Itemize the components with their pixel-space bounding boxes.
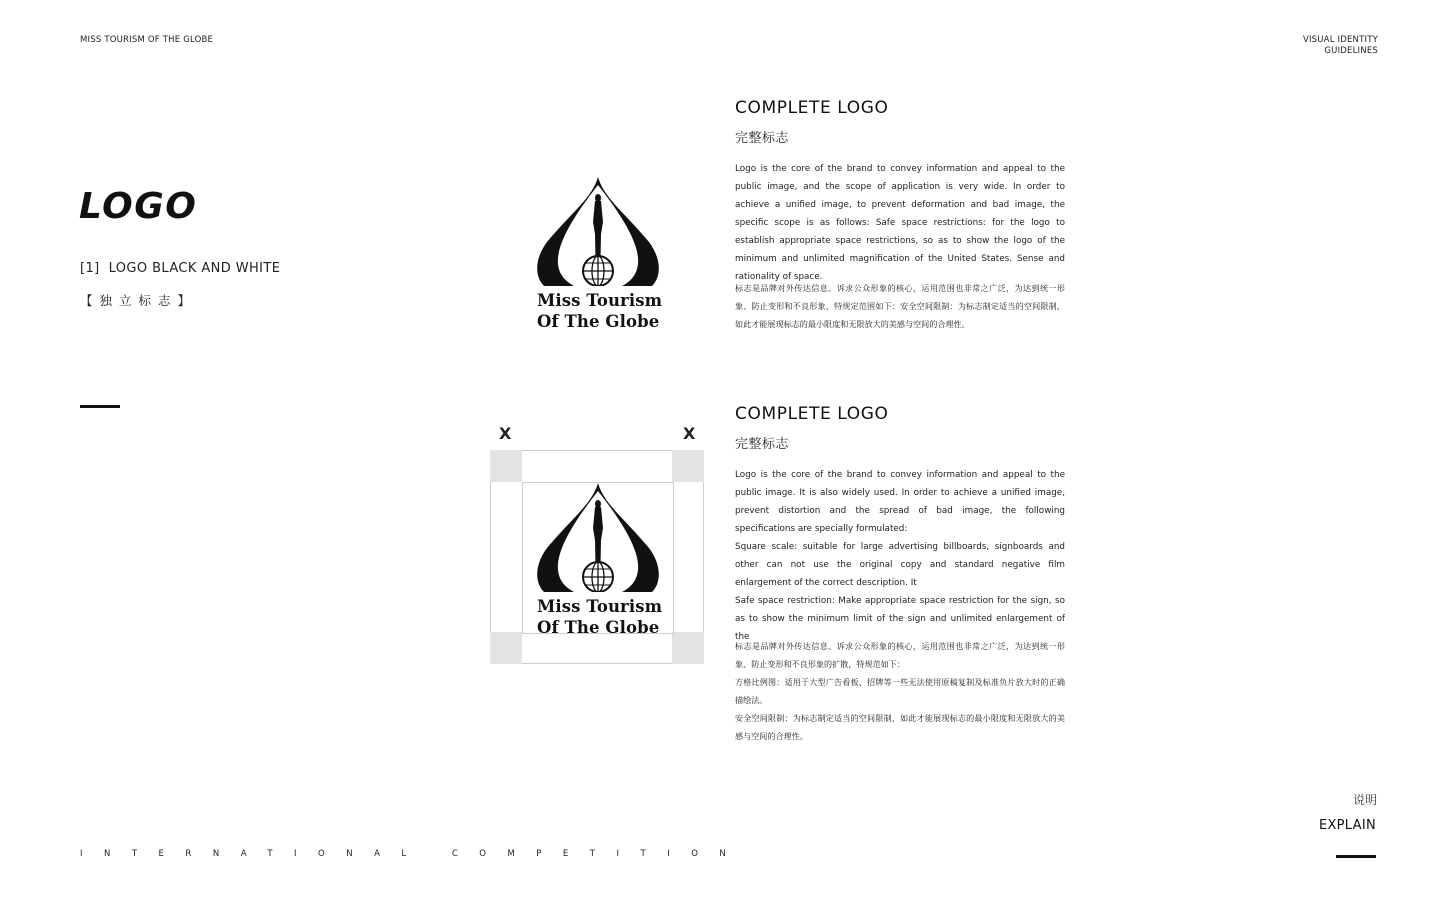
section-number: [1] [80, 261, 100, 276]
section-subtitle [80, 261, 280, 276]
section2-title-cn: 完整标志 [735, 437, 790, 452]
section-subtitle-cn: 【独立标志】 [80, 293, 198, 308]
brand-logo-gridded [532, 480, 664, 638]
spacing-x-label-left: X [499, 424, 512, 443]
header-guidelines-label [1303, 35, 1378, 57]
header-guidelines-line1: VISUAL IDENTITY [1302, 35, 1378, 45]
section1-title: COMPLETE LOGO [735, 98, 889, 118]
explain-divider [1336, 855, 1376, 858]
section-subtitle-text: LOGO BLACK AND WHITE [108, 261, 281, 276]
explain-label: EXPLAIN [1318, 818, 1376, 833]
left-divider [80, 405, 120, 408]
section1-paragraph-en: Logo is the core of the brand to convey information and appeal to the public image, and the scope of application is very wide. In order to achieve a unified image, to prevent deformation and bad image, the specific scope is as follows: Safe space restrictions: for the logo to establish appropriate space restrictions, so as to show the logo of the minimum and unlimited magnification of the United States. Sense and rationality of space. [735, 164, 1065, 282]
section2-paragraph-cn-1: 标志是品牌对外传达信息、诉求公众形象的核心，运用范围也非常之广泛，为达到统一形象、防止变形和不良形象的扩散，特规范如下： [735, 641, 1065, 669]
section2-body-cn [735, 637, 1065, 745]
page-title: LOGO [79, 186, 198, 227]
grid-corner-bottom-right [672, 632, 704, 664]
header-brand-name: MISS TOURISM OF THE GLOBE [80, 35, 214, 45]
section2-paragraph-cn-3: 安全空间限制：为标志制定适当的空间限制，如此才能展现标志的最小限度和无限放大的美感与空间的合理性。 [735, 713, 1065, 741]
spacing-x-label-right: X [683, 424, 696, 443]
section2-paragraph-en-3: Safe space restriction: Make appropriate space restriction for the sign, so as to show the minimum limit of the sign and unlimited enlargement of the [735, 596, 1065, 642]
grid-corner-top-left [490, 450, 522, 482]
onion-dome-globe-figure-icon [532, 480, 664, 592]
grid-corner-top-right [672, 450, 704, 482]
logo-text-line2: Of The Globe [537, 312, 660, 331]
logo-text-line1: Miss Tourism [537, 597, 663, 616]
section1-paragraph-cn: 标志是品牌对外传达信息、诉求公众形象的核心，运用范围也非常之广泛，为达到统一形象、防止变形和不良形象，特规定范围如下：安全空间限制：为标志制定适当的空间限制，如此才能展现标志的最小限度和无限放大的美感与空间的合理性。 [735, 283, 1065, 329]
section2-paragraph-cn-2: 方格比例图：适用于大型广告看板、招牌等一些无法使用原稿复制及标准负片放大时的正确描绘法。 [735, 677, 1065, 705]
section2-paragraph-en-2: Square scale: suitable for large advertising billboards, signboards and other can not use the original copy and standard negative film enlargement of the correct description. It [735, 542, 1065, 588]
footer-caption: INTERNATIONAL COMPETITION [80, 849, 748, 859]
explain-label-cn: 说明 [1352, 793, 1377, 807]
logo-text-line2: Of The Globe [537, 618, 660, 637]
header-guidelines-line2: GUIDELINES [1324, 46, 1378, 56]
onion-dome-globe-figure-icon [532, 174, 664, 286]
section1-title-cn: 完整标志 [735, 131, 790, 146]
section2-body-en [735, 466, 1065, 646]
section2-title: COMPLETE LOGO [735, 404, 889, 424]
section2-paragraph-en-1: Logo is the core of the brand to convey information and appeal to the public image. It is also widely used. In order to achieve a unified image, prevent distortion and the spread of bad image, the following specifications are specially formulated: [735, 470, 1065, 534]
logo-text-line1: Miss Tourism [537, 291, 663, 310]
grid-corner-bottom-left [490, 632, 522, 664]
brand-logo-primary [532, 174, 664, 332]
